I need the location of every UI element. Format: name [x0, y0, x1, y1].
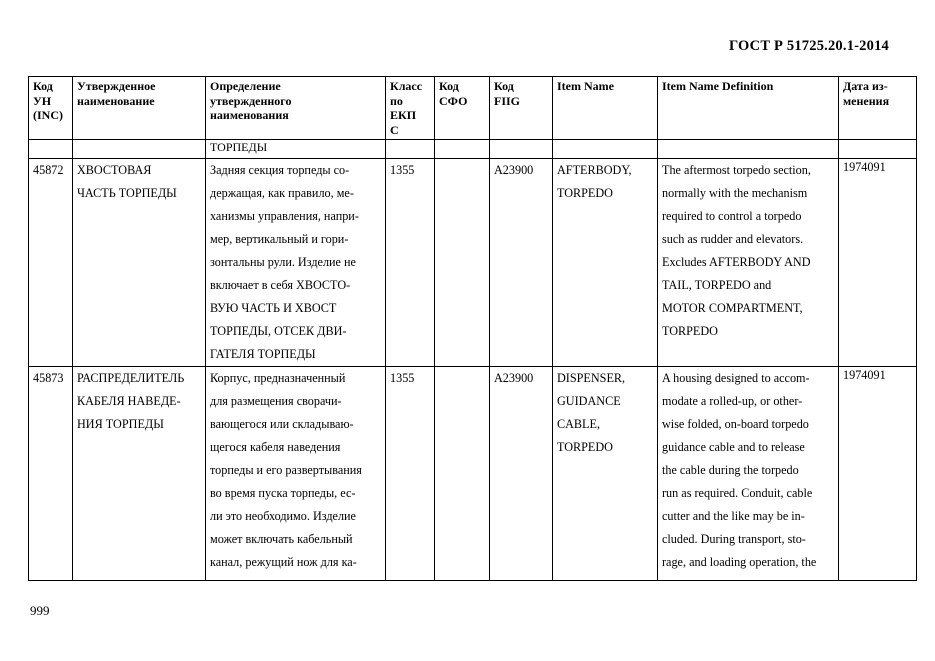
text-line: DISPENSER, [557, 371, 626, 385]
text-line: Задняя секция торпеды со- [210, 163, 350, 177]
text-line: КАБЕЛЯ НАВЕДЕ- [77, 394, 181, 408]
text-line: cutter and the like may be in- [662, 509, 805, 523]
text-line: wise folded, on-board torpedo [662, 417, 809, 431]
text-line: во время пуска торпеды, ес- [210, 486, 356, 500]
cell-item-definition [658, 367, 839, 581]
text-line: TORPEDO [662, 324, 718, 338]
text-line: normally with the mechanism [662, 186, 808, 200]
text-line: ли это необходимо. Изделие [210, 509, 356, 523]
text-line: держащая, как правило, ме- [210, 186, 354, 200]
text-line: Excludes AFTERBODY AND [662, 255, 811, 269]
table-header-row [29, 77, 917, 140]
header-code-sfo [435, 77, 490, 140]
text-line: ЧАСТЬ ТОРПЕДЫ [77, 186, 177, 200]
cell-item-name [553, 159, 658, 367]
text-line: TORPEDO [557, 440, 613, 454]
cell-item-definition [658, 159, 839, 367]
text-line: run as required. Conduit, cable [662, 486, 813, 500]
text-line: ГАТЕЛЯ ТОРПЕДЫ [210, 347, 316, 361]
text-line: торпеды и его развертывания [210, 463, 362, 477]
text-line: the cable during the torpedo [662, 463, 799, 477]
cell-code: 45873 [29, 367, 73, 581]
text-line: TAIL, TORPEDO and [662, 278, 772, 292]
header-item-name: Item Name [553, 77, 658, 140]
header-approved-name [73, 77, 206, 140]
header-code-un [29, 77, 73, 140]
text-line: Код [494, 79, 514, 93]
text-line: TORPEDO [557, 186, 613, 200]
text-line: guidance cable and to release [662, 440, 805, 454]
continuation-row [29, 140, 917, 159]
text-line: утвержденного [210, 93, 292, 108]
continuation-definition: ТОРПЕДЫ [206, 140, 386, 159]
header-code-fiig [490, 77, 553, 140]
header-item-name-definition: Item Name Definition [658, 77, 839, 140]
text-line: The aftermost torpedo section, [662, 163, 811, 177]
text-line: modate a rolled-up, or other- [662, 394, 803, 408]
text-line: мер, вертикальный и гори- [210, 232, 349, 246]
cell-code: 45872 [29, 159, 73, 367]
text-line: Корпус, предназначенный [210, 371, 346, 385]
header-change-date [839, 77, 917, 140]
catalog-table [28, 76, 917, 581]
cell-class: 1355 [386, 367, 435, 581]
text-line: наименования [210, 108, 289, 122]
text-line: наименование [77, 93, 155, 108]
text-line: (INC) [33, 108, 63, 122]
text-line: GUIDANCE [557, 394, 621, 408]
cell-approved-name [73, 159, 206, 367]
text-line: по [390, 93, 403, 108]
text-line: MOTOR COMPARTMENT, [662, 301, 803, 315]
text-line: зонтальны рули. Изделие не [210, 255, 356, 269]
cell-fiig: A23900 [490, 367, 553, 581]
cell-item-name [553, 367, 658, 581]
text-line: канал, режущий нож для ка- [210, 555, 357, 569]
text-line: может включать кабельный [210, 532, 353, 546]
text-line: для размещения сворачи- [210, 394, 342, 408]
cell-change-date: 1974091 [839, 367, 917, 581]
cell-sfo [435, 367, 490, 581]
text-line: AFTERBODY, [557, 163, 632, 177]
cell-change-date: 1974091 [839, 159, 917, 367]
text-line: Утвержденное [77, 79, 156, 93]
table-row [29, 159, 917, 367]
cell-fiig: A23900 [490, 159, 553, 367]
text-line: ХВОСТОВАЯ [77, 163, 152, 177]
text-line: Класс [390, 79, 423, 93]
text-line: менения [843, 93, 890, 108]
page-number: 999 [30, 603, 50, 618]
text-line: щегося кабеля наведения [210, 440, 341, 454]
text-line: ТОРПЕДЫ, ОТСЕК ДВИ- [210, 324, 347, 338]
text-line: Код [33, 79, 53, 93]
text-line: УН [33, 93, 52, 108]
text-line: С [390, 122, 399, 137]
text-line: вающегося или складываю- [210, 417, 354, 431]
text-line: Определение [210, 79, 281, 93]
text-line: ханизмы управления, напри- [210, 209, 359, 223]
text-line: required to control a torpedo [662, 209, 802, 223]
cell-sfo [435, 159, 490, 367]
text-line: Код [439, 79, 459, 93]
text-line: НИЯ ТОРПЕДЫ [77, 417, 164, 431]
text-line: включает в себя ХВОСТО- [210, 278, 351, 292]
text-line: РАСПРЕДЕЛИТЕЛЬ [77, 371, 185, 385]
document-standard-code: ГОСТ Р 51725.20.1-2014 [728, 38, 889, 54]
cell-class: 1355 [386, 159, 435, 367]
cell-definition [206, 367, 386, 581]
header-definition [206, 77, 386, 140]
cell-approved-name [73, 367, 206, 581]
header-class-ekps [386, 77, 435, 140]
cell-definition [206, 159, 386, 367]
text-line: CABLE, [557, 417, 600, 431]
text-line: cluded. During transport, sto- [662, 532, 806, 546]
text-line: ВУЮ ЧАСТЬ И ХВОСТ [210, 301, 337, 315]
text-line: rage, and loading operation, the [662, 555, 817, 569]
text-line: FIIG [494, 93, 521, 108]
text-line: СФО [439, 93, 468, 108]
text-line: such as rudder and elevators. [662, 232, 804, 246]
table-row [29, 367, 917, 581]
text-line: A housing designed to accom- [662, 371, 810, 385]
text-line: ЕКП [390, 108, 417, 122]
text-line: Дата из- [843, 79, 888, 93]
